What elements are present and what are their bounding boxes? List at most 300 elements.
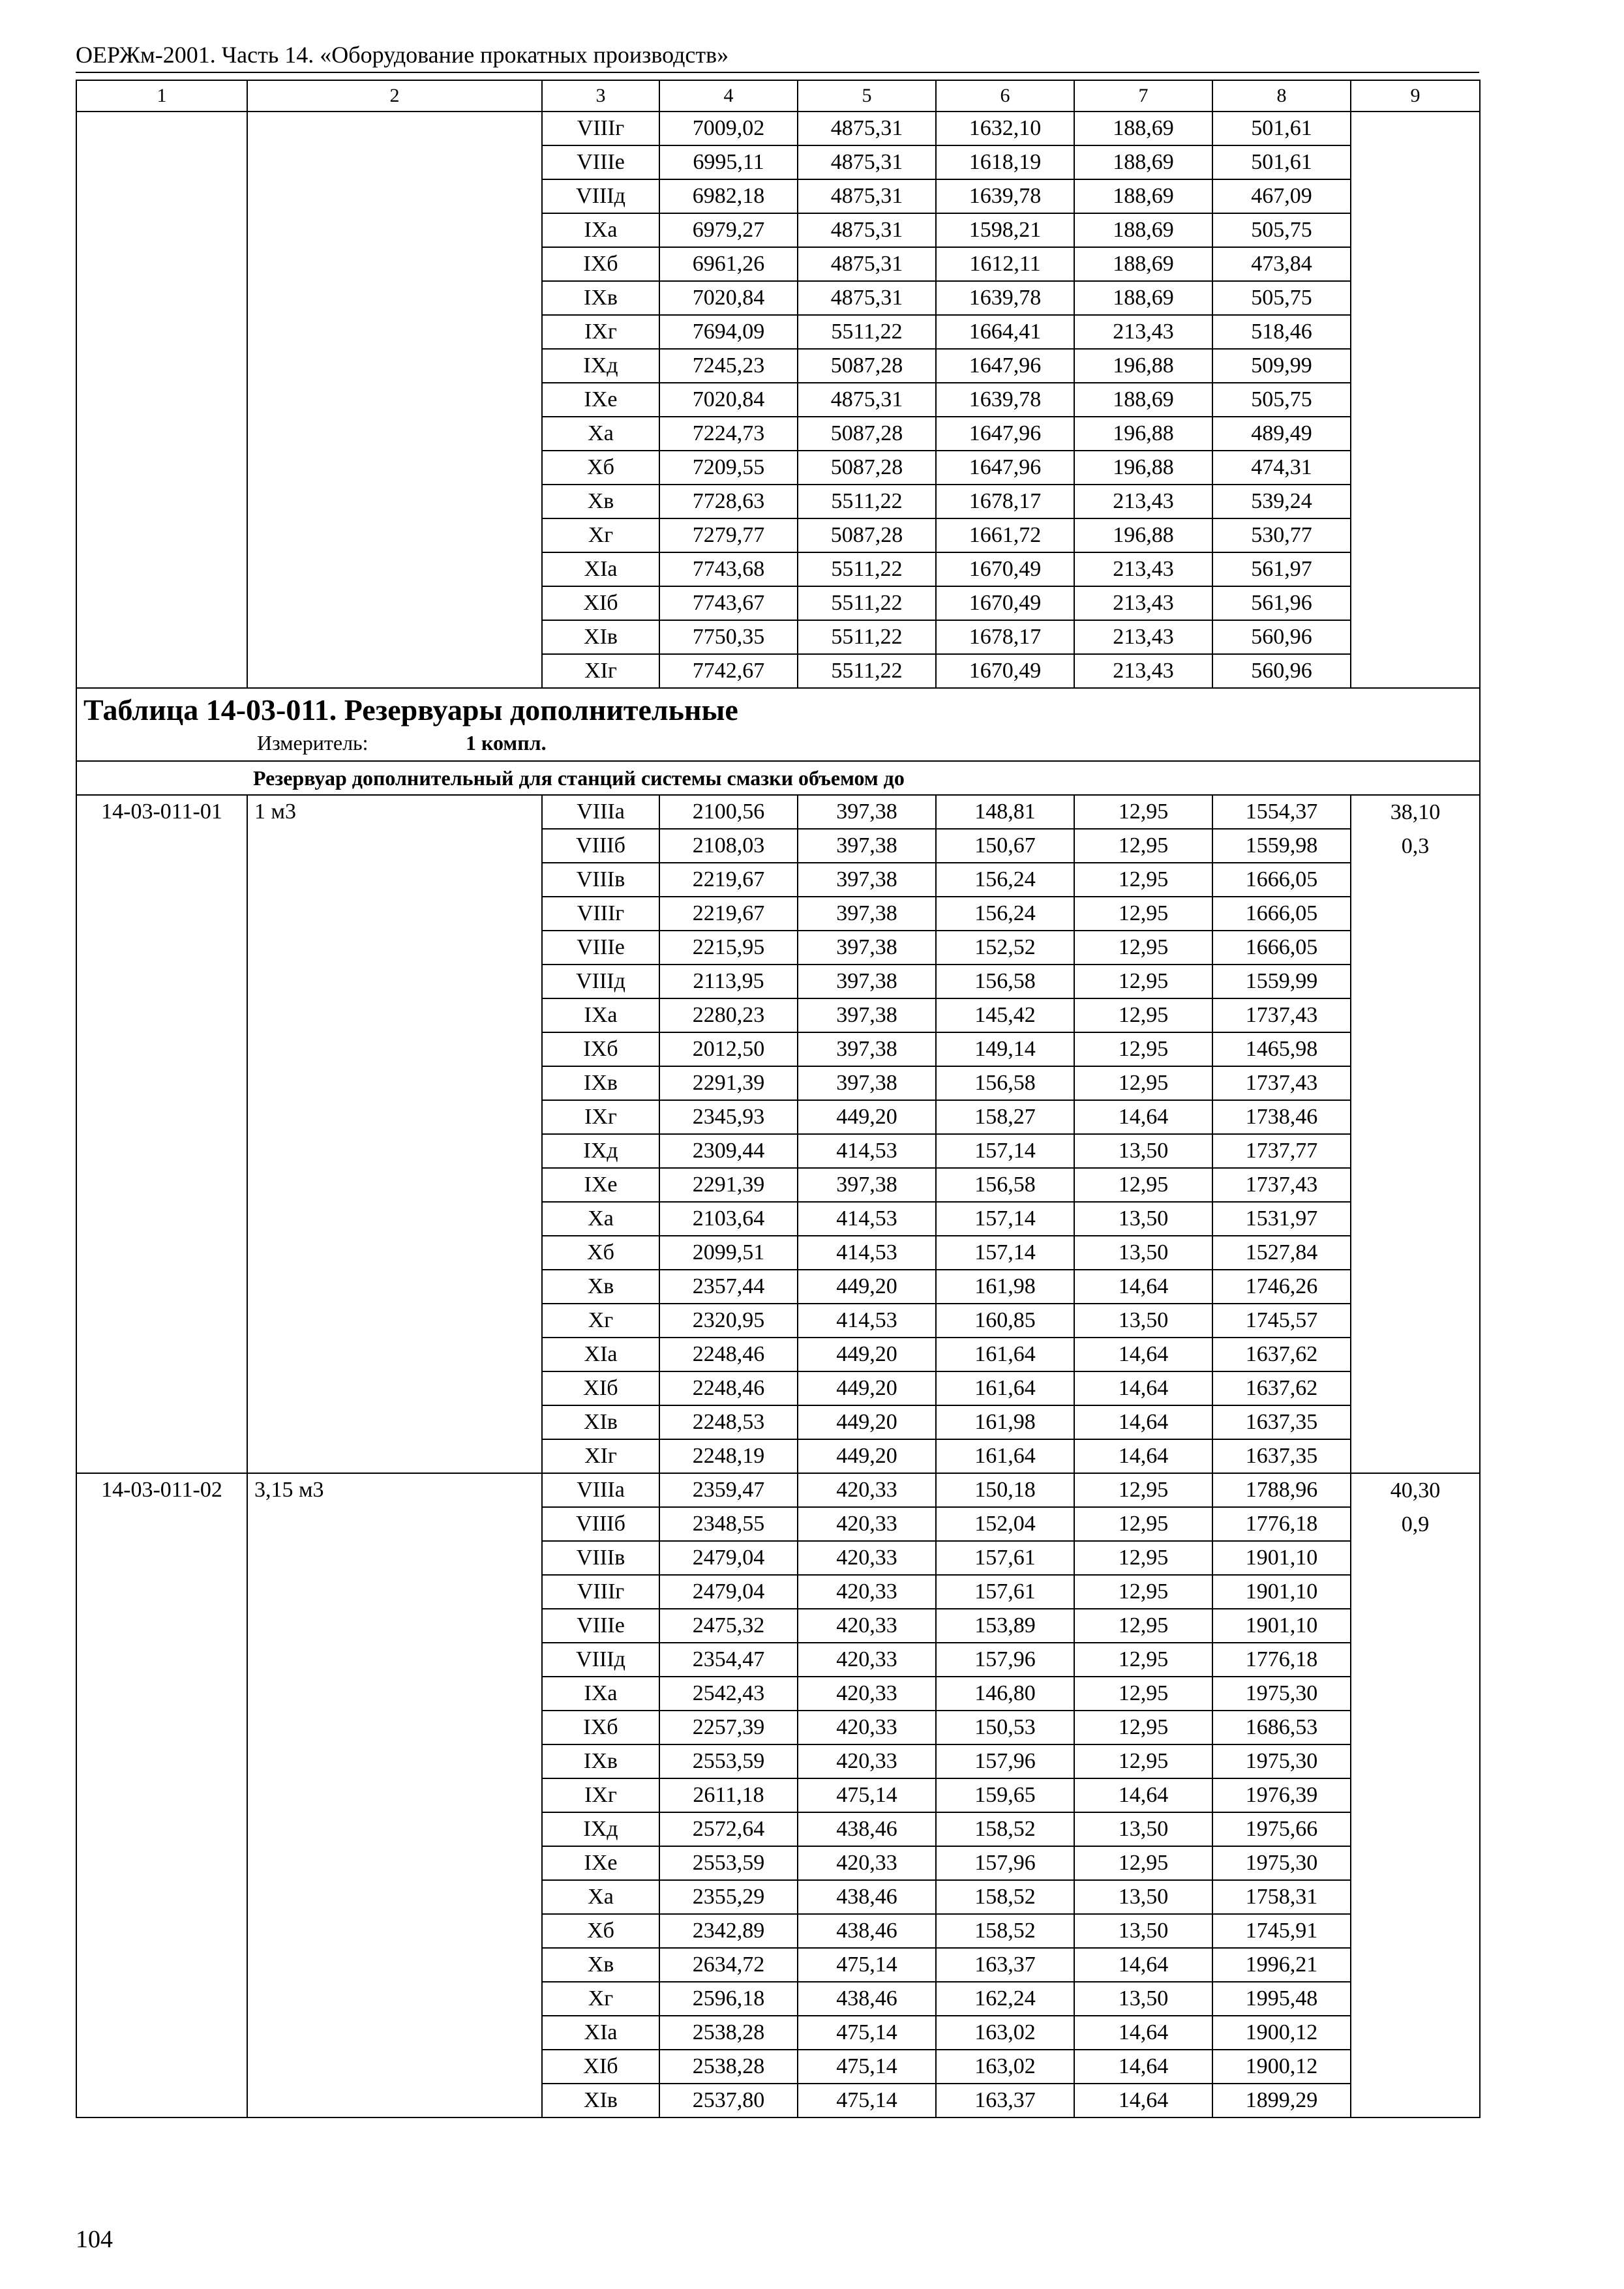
value-cell: 420,33 bbox=[798, 1507, 936, 1541]
zone-cell: IXг bbox=[542, 1778, 659, 1812]
value-cell: 13,50 bbox=[1074, 1202, 1212, 1236]
zone-cell: IXв bbox=[542, 281, 659, 315]
value-cell: 1900,12 bbox=[1212, 2050, 1351, 2084]
zone-cell: Xв bbox=[542, 1270, 659, 1304]
value-cell: 4875,31 bbox=[798, 383, 936, 417]
zone-cell: VIIIе bbox=[542, 1609, 659, 1643]
zone-cell: VIIIв bbox=[542, 863, 659, 897]
zone-cell: VIIIд bbox=[542, 965, 659, 998]
value-cell: 4875,31 bbox=[798, 179, 936, 213]
table-title: Таблица 14-03-011. Резервуары дополнительные bbox=[83, 693, 738, 726]
zone-cell: XIв bbox=[542, 1405, 659, 1439]
value-cell: 14,64 bbox=[1074, 1405, 1212, 1439]
value-cell: 161,64 bbox=[936, 1439, 1074, 1473]
value-cell: 12,95 bbox=[1074, 795, 1212, 829]
value-cell: 13,50 bbox=[1074, 1236, 1212, 1270]
column-number: 8 bbox=[1212, 80, 1351, 112]
value-cell: 156,24 bbox=[936, 897, 1074, 931]
col9-value: 38,10 bbox=[1390, 800, 1441, 824]
column-number: 2 bbox=[247, 80, 542, 112]
zone-cell: XIв bbox=[542, 2084, 659, 2117]
value-cell: 1975,30 bbox=[1212, 1744, 1351, 1778]
value-cell: 12,95 bbox=[1074, 1846, 1212, 1880]
value-cell: 2108,03 bbox=[659, 829, 798, 863]
zone-cell: IXд bbox=[542, 1134, 659, 1168]
value-cell: 420,33 bbox=[798, 1846, 936, 1880]
value-cell: 2553,59 bbox=[659, 1846, 798, 1880]
document-header: ОЕРЖм-2001. Часть 14. «Оборудование прокатных производств» bbox=[76, 42, 729, 68]
zone-cell: Xг bbox=[542, 1304, 659, 1338]
value-cell: 475,14 bbox=[798, 1948, 936, 1982]
value-cell: 5511,22 bbox=[798, 485, 936, 518]
value-cell: 5087,28 bbox=[798, 518, 936, 552]
value-cell: 397,38 bbox=[798, 965, 936, 998]
value-cell: 4875,31 bbox=[798, 213, 936, 247]
value-cell: 467,09 bbox=[1212, 179, 1351, 213]
value-cell: 420,33 bbox=[798, 1643, 936, 1677]
zone-cell: IXд bbox=[542, 349, 659, 383]
value-cell: 518,46 bbox=[1212, 315, 1351, 349]
value-cell: 420,33 bbox=[798, 1575, 936, 1609]
value-cell: 12,95 bbox=[1074, 863, 1212, 897]
value-cell: 539,24 bbox=[1212, 485, 1351, 518]
value-cell: 2113,95 bbox=[659, 965, 798, 998]
value-cell: 13,50 bbox=[1074, 1134, 1212, 1168]
value-cell: 2355,29 bbox=[659, 1880, 798, 1914]
value-cell: 13,50 bbox=[1074, 1880, 1212, 1914]
value-cell: 1661,72 bbox=[936, 518, 1074, 552]
value-cell: 1975,30 bbox=[1212, 1846, 1351, 1880]
value-cell: 1632,10 bbox=[936, 112, 1074, 145]
value-cell: 150,53 bbox=[936, 1711, 1074, 1744]
value-cell: 438,46 bbox=[798, 1812, 936, 1846]
value-cell: 1995,48 bbox=[1212, 1982, 1351, 2016]
name-cell-continued bbox=[247, 112, 542, 688]
zone-cell: Xб bbox=[542, 1914, 659, 1948]
value-cell: 14,64 bbox=[1074, 2050, 1212, 2084]
zone-cell: XIб bbox=[542, 1371, 659, 1405]
value-cell: 1618,19 bbox=[936, 145, 1074, 179]
value-cell: 4875,31 bbox=[798, 281, 936, 315]
price-table bbox=[76, 80, 1481, 2118]
zone-cell: VIIIд bbox=[542, 1643, 659, 1677]
value-cell: 2012,50 bbox=[659, 1032, 798, 1066]
value-cell: 2280,23 bbox=[659, 998, 798, 1032]
zone-cell: IXе bbox=[542, 383, 659, 417]
value-cell: 157,14 bbox=[936, 1202, 1074, 1236]
value-cell: 146,80 bbox=[936, 1677, 1074, 1711]
value-cell: 2291,39 bbox=[659, 1168, 798, 1202]
value-cell: 1745,91 bbox=[1212, 1914, 1351, 1948]
value-cell: 12,95 bbox=[1074, 965, 1212, 998]
value-cell: 1976,39 bbox=[1212, 1778, 1351, 1812]
value-cell: 14,64 bbox=[1074, 2016, 1212, 2050]
value-cell: 7009,02 bbox=[659, 112, 798, 145]
value-cell: 1637,35 bbox=[1212, 1439, 1351, 1473]
value-cell: 475,14 bbox=[798, 2050, 936, 2084]
value-cell: 7694,09 bbox=[659, 315, 798, 349]
value-cell: 1758,31 bbox=[1212, 1880, 1351, 1914]
zone-cell: Xа bbox=[542, 417, 659, 451]
value-cell: 1776,18 bbox=[1212, 1643, 1351, 1677]
value-cell: 420,33 bbox=[798, 1609, 936, 1643]
name-cell: 1 м3 bbox=[247, 795, 542, 1473]
zone-cell: Xа bbox=[542, 1880, 659, 1914]
value-cell: 1901,10 bbox=[1212, 1541, 1351, 1575]
value-cell: 2634,72 bbox=[659, 1948, 798, 1982]
value-cell: 150,67 bbox=[936, 829, 1074, 863]
zone-cell: XIг bbox=[542, 1439, 659, 1473]
measure-value: 1 компл. bbox=[466, 731, 547, 755]
value-cell: 12,95 bbox=[1074, 829, 1212, 863]
value-cell: 2099,51 bbox=[659, 1236, 798, 1270]
zone-cell: IXг bbox=[542, 1100, 659, 1134]
value-cell: 7279,77 bbox=[659, 518, 798, 552]
value-cell: 213,43 bbox=[1074, 315, 1212, 349]
value-cell: 213,43 bbox=[1074, 485, 1212, 518]
value-cell: 149,14 bbox=[936, 1032, 1074, 1066]
value-cell: 196,88 bbox=[1074, 349, 1212, 383]
value-cell: 449,20 bbox=[798, 1405, 936, 1439]
value-cell: 1670,49 bbox=[936, 654, 1074, 688]
value-cell: 12,95 bbox=[1074, 1643, 1212, 1677]
value-cell: 156,58 bbox=[936, 1168, 1074, 1202]
value-cell: 152,52 bbox=[936, 931, 1074, 965]
value-cell: 560,96 bbox=[1212, 654, 1351, 688]
zone-cell: IXб bbox=[542, 1711, 659, 1744]
subheading: Резервуар дополнительный для станций системы смазки объемом до bbox=[76, 761, 1480, 795]
value-cell: 1975,30 bbox=[1212, 1677, 1351, 1711]
value-cell: 414,53 bbox=[798, 1134, 936, 1168]
value-cell: 158,27 bbox=[936, 1100, 1074, 1134]
value-cell: 153,89 bbox=[936, 1609, 1074, 1643]
value-cell: 2538,28 bbox=[659, 2050, 798, 2084]
value-cell: 2357,44 bbox=[659, 1270, 798, 1304]
value-cell: 420,33 bbox=[798, 1473, 936, 1507]
value-cell: 196,88 bbox=[1074, 417, 1212, 451]
value-cell: 1670,49 bbox=[936, 586, 1074, 620]
value-cell: 14,64 bbox=[1074, 2084, 1212, 2117]
value-cell: 438,46 bbox=[798, 1880, 936, 1914]
value-cell: 1678,17 bbox=[936, 620, 1074, 654]
value-cell: 4875,31 bbox=[798, 145, 936, 179]
zone-cell: XIа bbox=[542, 2016, 659, 2050]
table-title-row bbox=[76, 688, 1480, 761]
value-cell: 509,99 bbox=[1212, 349, 1351, 383]
zone-cell: IXб bbox=[542, 1032, 659, 1066]
zone-cell: IXг bbox=[542, 315, 659, 349]
value-cell: 475,14 bbox=[798, 2016, 936, 2050]
value-cell: 13,50 bbox=[1074, 1982, 1212, 2016]
value-cell: 473,84 bbox=[1212, 247, 1351, 281]
table-title-block bbox=[76, 688, 1480, 761]
value-cell: 2215,95 bbox=[659, 931, 798, 965]
value-cell: 2291,39 bbox=[659, 1066, 798, 1100]
value-cell: 157,61 bbox=[936, 1541, 1074, 1575]
value-cell: 1776,18 bbox=[1212, 1507, 1351, 1541]
zone-cell: IXб bbox=[542, 247, 659, 281]
name-cell: 3,15 м3 bbox=[247, 1473, 542, 2117]
zone-cell: VIIIа bbox=[542, 1473, 659, 1507]
value-cell: 7743,67 bbox=[659, 586, 798, 620]
value-cell: 158,52 bbox=[936, 1812, 1074, 1846]
value-cell: 161,98 bbox=[936, 1270, 1074, 1304]
measure-line bbox=[83, 729, 1473, 756]
value-cell: 158,52 bbox=[936, 1880, 1074, 1914]
header-rule bbox=[76, 72, 1479, 73]
value-cell: 397,38 bbox=[798, 1168, 936, 1202]
value-cell: 2572,64 bbox=[659, 1812, 798, 1846]
zone-cell: IXе bbox=[542, 1846, 659, 1880]
zone-cell: XIг bbox=[542, 654, 659, 688]
value-cell: 414,53 bbox=[798, 1304, 936, 1338]
col9-cell-continued bbox=[1351, 112, 1480, 688]
value-cell: 1639,78 bbox=[936, 179, 1074, 213]
value-cell: 2320,95 bbox=[659, 1304, 798, 1338]
zone-cell: IXе bbox=[542, 1168, 659, 1202]
value-cell: 6979,27 bbox=[659, 213, 798, 247]
value-cell: 1637,35 bbox=[1212, 1405, 1351, 1439]
value-cell: 160,85 bbox=[936, 1304, 1074, 1338]
value-cell: 414,53 bbox=[798, 1236, 936, 1270]
value-cell: 188,69 bbox=[1074, 145, 1212, 179]
value-cell: 1737,43 bbox=[1212, 1168, 1351, 1202]
zone-cell: VIIIе bbox=[542, 145, 659, 179]
value-cell: 449,20 bbox=[798, 1338, 936, 1371]
value-cell: 163,37 bbox=[936, 2084, 1074, 2117]
value-cell: 505,75 bbox=[1212, 281, 1351, 315]
value-cell: 12,95 bbox=[1074, 1609, 1212, 1643]
value-cell: 501,61 bbox=[1212, 112, 1351, 145]
value-cell: 438,46 bbox=[798, 1914, 936, 1948]
value-cell: 14,64 bbox=[1074, 1270, 1212, 1304]
value-cell: 420,33 bbox=[798, 1711, 936, 1744]
value-cell: 1745,57 bbox=[1212, 1304, 1351, 1338]
value-cell: 1738,46 bbox=[1212, 1100, 1351, 1134]
value-cell: 2611,18 bbox=[659, 1778, 798, 1812]
value-cell: 397,38 bbox=[798, 863, 936, 897]
value-cell: 2219,67 bbox=[659, 863, 798, 897]
value-cell: 12,95 bbox=[1074, 1168, 1212, 1202]
value-cell: 6982,18 bbox=[659, 179, 798, 213]
value-cell: 188,69 bbox=[1074, 247, 1212, 281]
zone-cell: VIIIг bbox=[542, 1575, 659, 1609]
value-cell: 449,20 bbox=[798, 1270, 936, 1304]
value-cell: 2342,89 bbox=[659, 1914, 798, 1948]
value-cell: 1975,66 bbox=[1212, 1812, 1351, 1846]
value-cell: 1666,05 bbox=[1212, 931, 1351, 965]
column-number-row bbox=[76, 80, 1480, 112]
value-cell: 158,52 bbox=[936, 1914, 1074, 1948]
value-cell: 196,88 bbox=[1074, 518, 1212, 552]
value-cell: 7728,63 bbox=[659, 485, 798, 518]
value-cell: 14,64 bbox=[1074, 1439, 1212, 1473]
value-cell: 530,77 bbox=[1212, 518, 1351, 552]
column-number: 9 bbox=[1351, 80, 1480, 112]
value-cell: 12,95 bbox=[1074, 1473, 1212, 1507]
value-cell: 1670,49 bbox=[936, 552, 1074, 586]
zone-cell: IXа bbox=[542, 1677, 659, 1711]
value-cell: 2257,39 bbox=[659, 1711, 798, 1744]
value-cell: 14,64 bbox=[1074, 1100, 1212, 1134]
zone-cell: XIб bbox=[542, 586, 659, 620]
value-cell: 188,69 bbox=[1074, 213, 1212, 247]
value-cell: 161,98 bbox=[936, 1405, 1074, 1439]
value-cell: 12,95 bbox=[1074, 1507, 1212, 1541]
value-cell: 12,95 bbox=[1074, 998, 1212, 1032]
value-cell: 1637,62 bbox=[1212, 1371, 1351, 1405]
value-cell: 2479,04 bbox=[659, 1575, 798, 1609]
column-number: 3 bbox=[542, 80, 659, 112]
value-cell: 475,14 bbox=[798, 1778, 936, 1812]
zone-cell: Xа bbox=[542, 1202, 659, 1236]
value-cell: 1666,05 bbox=[1212, 897, 1351, 931]
value-cell: 1900,12 bbox=[1212, 2016, 1351, 2050]
code-cell: 14-03-011-02 bbox=[76, 1473, 247, 2117]
value-cell: 196,88 bbox=[1074, 451, 1212, 485]
value-cell: 489,49 bbox=[1212, 417, 1351, 451]
value-cell: 2359,47 bbox=[659, 1473, 798, 1507]
value-cell: 501,61 bbox=[1212, 145, 1351, 179]
value-cell: 12,95 bbox=[1074, 1677, 1212, 1711]
value-cell: 7020,84 bbox=[659, 383, 798, 417]
value-cell: 13,50 bbox=[1074, 1914, 1212, 1948]
code-cell: 14-03-011-01 bbox=[76, 795, 247, 1473]
subheading-row bbox=[76, 761, 1480, 795]
column-number: 6 bbox=[936, 80, 1074, 112]
value-cell: 188,69 bbox=[1074, 281, 1212, 315]
col9-value: 0,9 bbox=[1401, 1512, 1430, 1536]
value-cell: 505,75 bbox=[1212, 383, 1351, 417]
value-cell: 163,37 bbox=[936, 1948, 1074, 1982]
value-cell: 5511,22 bbox=[798, 315, 936, 349]
value-cell: 1647,96 bbox=[936, 417, 1074, 451]
zone-cell: Xв bbox=[542, 485, 659, 518]
value-cell: 438,46 bbox=[798, 1982, 936, 2016]
zone-cell: IXа bbox=[542, 998, 659, 1032]
value-cell: 1639,78 bbox=[936, 383, 1074, 417]
zone-cell: XIа bbox=[542, 1338, 659, 1371]
zone-cell: VIIIд bbox=[542, 179, 659, 213]
value-cell: 5511,22 bbox=[798, 552, 936, 586]
value-cell: 1559,98 bbox=[1212, 829, 1351, 863]
value-cell: 1901,10 bbox=[1212, 1609, 1351, 1643]
value-cell: 188,69 bbox=[1074, 179, 1212, 213]
value-cell: 163,02 bbox=[936, 2016, 1074, 2050]
col9-cell bbox=[1351, 1473, 1480, 2117]
value-cell: 14,64 bbox=[1074, 1778, 1212, 1812]
value-cell: 420,33 bbox=[798, 1677, 936, 1711]
value-cell: 1559,99 bbox=[1212, 965, 1351, 998]
zone-cell: VIIIв bbox=[542, 1541, 659, 1575]
measure-label: Измеритель: bbox=[257, 731, 368, 755]
value-cell: 1531,97 bbox=[1212, 1202, 1351, 1236]
value-cell: 1678,17 bbox=[936, 485, 1074, 518]
value-cell: 161,64 bbox=[936, 1338, 1074, 1371]
value-cell: 420,33 bbox=[798, 1744, 936, 1778]
value-cell: 7742,67 bbox=[659, 654, 798, 688]
value-cell: 12,95 bbox=[1074, 1744, 1212, 1778]
value-cell: 2219,67 bbox=[659, 897, 798, 931]
zone-cell: VIIIг bbox=[542, 897, 659, 931]
value-cell: 7209,55 bbox=[659, 451, 798, 485]
zone-cell: Xб bbox=[542, 451, 659, 485]
value-cell: 157,61 bbox=[936, 1575, 1074, 1609]
value-cell: 13,50 bbox=[1074, 1304, 1212, 1338]
value-cell: 12,95 bbox=[1074, 1711, 1212, 1744]
value-cell: 152,04 bbox=[936, 1507, 1074, 1541]
value-cell: 14,64 bbox=[1074, 1371, 1212, 1405]
value-cell: 449,20 bbox=[798, 1371, 936, 1405]
value-cell: 1686,53 bbox=[1212, 1711, 1351, 1744]
value-cell: 2248,53 bbox=[659, 1405, 798, 1439]
value-cell: 157,96 bbox=[936, 1643, 1074, 1677]
value-cell: 420,33 bbox=[798, 1541, 936, 1575]
zone-cell: Xв bbox=[542, 1948, 659, 1982]
code-cell-continued bbox=[76, 112, 247, 688]
value-cell: 414,53 bbox=[798, 1202, 936, 1236]
value-cell: 475,14 bbox=[798, 2084, 936, 2117]
value-cell: 505,75 bbox=[1212, 213, 1351, 247]
value-cell: 1647,96 bbox=[936, 451, 1074, 485]
value-cell: 2475,32 bbox=[659, 1609, 798, 1643]
value-cell: 1737,43 bbox=[1212, 998, 1351, 1032]
col9-value: 40,30 bbox=[1390, 1478, 1441, 1503]
table-row bbox=[76, 112, 1480, 145]
value-cell: 2100,56 bbox=[659, 795, 798, 829]
value-cell: 7750,35 bbox=[659, 620, 798, 654]
value-cell: 2542,43 bbox=[659, 1677, 798, 1711]
value-cell: 6961,26 bbox=[659, 247, 798, 281]
value-cell: 4875,31 bbox=[798, 247, 936, 281]
value-cell: 1639,78 bbox=[936, 281, 1074, 315]
value-cell: 2538,28 bbox=[659, 2016, 798, 2050]
value-cell: 5511,22 bbox=[798, 654, 936, 688]
value-cell: 1666,05 bbox=[1212, 863, 1351, 897]
value-cell: 1465,98 bbox=[1212, 1032, 1351, 1066]
value-cell: 213,43 bbox=[1074, 586, 1212, 620]
value-cell: 12,95 bbox=[1074, 1066, 1212, 1100]
zone-cell: VIIIб bbox=[542, 1507, 659, 1541]
value-cell: 2248,46 bbox=[659, 1338, 798, 1371]
value-cell: 162,24 bbox=[936, 1982, 1074, 2016]
zone-cell: XIв bbox=[542, 620, 659, 654]
value-cell: 150,18 bbox=[936, 1473, 1074, 1507]
value-cell: 157,96 bbox=[936, 1846, 1074, 1880]
column-number: 4 bbox=[659, 80, 798, 112]
zone-cell: Xб bbox=[542, 1236, 659, 1270]
zone-cell: VIIIе bbox=[542, 931, 659, 965]
page-number: 104 bbox=[76, 2226, 113, 2253]
column-number: 7 bbox=[1074, 80, 1212, 112]
value-cell: 5087,28 bbox=[798, 349, 936, 383]
zone-cell: VIIIа bbox=[542, 795, 659, 829]
value-cell: 2309,44 bbox=[659, 1134, 798, 1168]
value-cell: 5511,22 bbox=[798, 620, 936, 654]
zone-cell: XIб bbox=[542, 2050, 659, 2084]
value-cell: 156,58 bbox=[936, 965, 1074, 998]
value-cell: 1664,41 bbox=[936, 315, 1074, 349]
zone-cell: IXд bbox=[542, 1812, 659, 1846]
value-cell: 6995,11 bbox=[659, 145, 798, 179]
value-cell: 1996,21 bbox=[1212, 1948, 1351, 1982]
value-cell: 5511,22 bbox=[798, 586, 936, 620]
zone-cell: VIIIб bbox=[542, 829, 659, 863]
value-cell: 2348,55 bbox=[659, 1507, 798, 1541]
value-cell: 159,65 bbox=[936, 1778, 1074, 1812]
value-cell: 148,81 bbox=[936, 795, 1074, 829]
value-cell: 7224,73 bbox=[659, 417, 798, 451]
